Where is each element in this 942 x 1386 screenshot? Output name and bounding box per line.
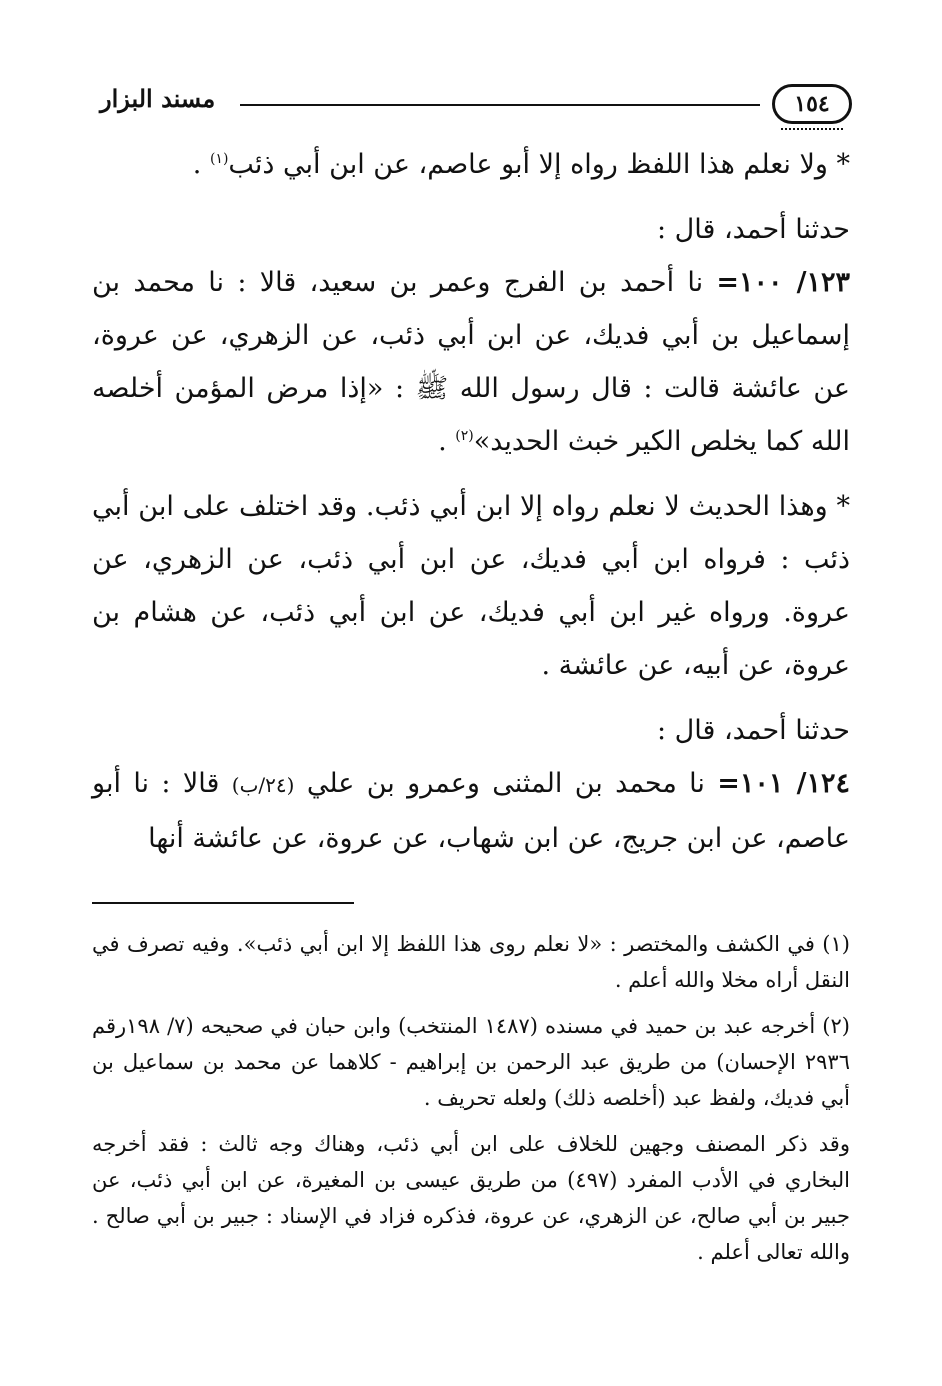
hadith-124-text-a: نا محمد بن المثنى وعمرو بن علي <box>294 768 718 799</box>
commentary-paragraph: * وهذا الحديث لا نعلم رواه إلا ابن أبي ذئب. وقد اختلف على ابن أبي ذئب : فرواه ابن أبي فديك، عن ابن أبي ذئب، عن الزهري، عن عروة. ورواه غير ابن أبي فديك، عن ابن أبي ذئب، عن هشام بن عروة، عن أبيه، عن عائشة . <box>92 491 850 681</box>
hadith-124 <box>92 757 850 865</box>
footnote-2: (٢) أخرجه عبد بن حميد في مسنده (١٤٨٧ المنتخب) وابن حبان في صحيحه (٧/ ١٩٨رقم ٢٩٣٦ الإحسان) من طريق عبد الرحمن بن إبراهيم - كلاهما عن محمد بن سماعيل بن أبي فديك، ولفظ عبد (أخلصه ذلك) ولعله تحريف . <box>92 1014 850 1110</box>
footnotes <box>92 926 850 1270</box>
footnote-1: (١) في الكشف والمختصر : «لا نعلم روى هذا اللفظ إلا ابن أبي ذئب». وفيه تصرف في النقل أراه مخلا والله أعلم . <box>92 932 850 992</box>
hadith-number-124: ١٢٤/ ١٠١= <box>717 768 850 799</box>
paragraph-1-end: . <box>192 149 210 180</box>
page-number-badge <box>772 84 852 124</box>
page-header <box>100 78 852 134</box>
isnad-intro-1: حدثنا أحمد، قال : <box>656 214 850 245</box>
hadith-124-text-b: قالا : نا أبو عاصم، عن ابن جريج، عن ابن شهاب، عن عروة، عن عائشة أنها <box>92 768 850 854</box>
paragraph-1 <box>92 138 850 191</box>
main-text <box>92 138 850 865</box>
page-number: ١٥٤ <box>794 91 830 117</box>
running-title: مسند البزار <box>100 84 216 113</box>
footnote-marker-2[interactable]: (٢) <box>455 428 474 444</box>
manuscript-folio-ref: (٢٤/ب) <box>231 773 295 797</box>
footnote-2-continuation: وقد ذكر المصنف وجهين للخلاف على ابن أبي ذئب، وهناك وجه ثالث : فقد أخرجه البخاري في الأدب المفرد (٤٩٧) من طريق عيسى بن المغيرة، عن ابن أبي ذئب، عن جبير بن أبي صالح، عن الزهري، عن عروة، فذكره فزاد في الإسناد : جبير بن أبي صالح . والله تعالى أعلم . <box>92 1132 850 1264</box>
isnad-intro-2: حدثنا أحمد، قال : <box>656 715 850 746</box>
footnote-marker-1[interactable]: (١) <box>209 151 229 167</box>
paragraph-1-text: * ولا نعلم هذا اللفظ رواه إلا أبو عاصم، عن ابن أبي ذئب <box>228 149 850 180</box>
hadith-123-text: نا أحمد بن الفرج وعمر بن سعيد، قالا : نا محمد بن إسماعيل بن أبي فديك، عن ابن أبي ذئب، عن الزهري، عن عروة، عن عائشة قالت : قال رسول الله ﷺ : «إذا مرض المؤمن أخلصه الله كما يخلص الكير خبث الحديد» <box>92 267 850 457</box>
hadith-123-end: . <box>438 426 456 457</box>
hadith-number-123: ١٢٣/ ١٠٠= <box>716 267 850 298</box>
footnote-separator <box>92 902 354 904</box>
header-rule <box>240 104 760 106</box>
hadith-123 <box>92 256 850 468</box>
